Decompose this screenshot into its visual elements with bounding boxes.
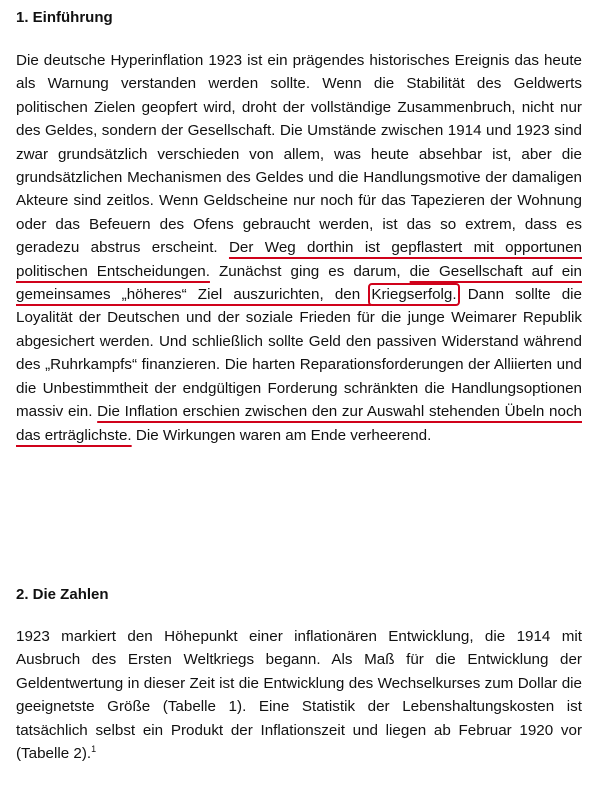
section-heading-numbers: 2. Die Zahlen: [16, 586, 109, 603]
underlined-highlight: die Gesellschaft auf ein gemeinsames „höheres“ Ziel auszurichten, den: [16, 262, 582, 304]
footnote-marker[interactable]: 1: [91, 743, 97, 754]
section-paragraph-introduction: [16, 49, 582, 447]
underlined-highlight: Der Weg dorthin ist gepflastert mit opportunen politischen Entscheidungen.: [16, 239, 582, 280]
paragraph-text: 1923 markiert den Höhepunkt einer inflationären Entwicklung, die 1914 mit Ausbruch des Ersten Weltkriegs begann. Als Maß für die Entwicklung der Geldentwertung in dieser Zeit ist die Entwicklung des Wechselkurses zum Dollar die geeignetste Größe (Tabelle 1). Eine Statistik der Lebenshaltungskosten ist tatsächlich selbst ein Produkt der Inflationszeit und liegen ab Februar 1920 vor (Tabelle 2).: [16, 628, 582, 763]
paragraph-text: Zunächst ging es darum,: [209, 262, 410, 280]
boxed-highlight: Kriegserfolg.: [371, 286, 457, 304]
paragraph-text: Die Wirkungen waren am Ende verheerend.: [131, 426, 432, 444]
paragraph-text: Dann sollte die Loyalität der Deutschen und der soziale Frieden für die junge Weimarer Republik abgesichert werden. Und schließlich sollte Geld den passiven Widerstand während des „Ruhrkampfs“ finanzieren. Die harten Reparationsforderungen der Alliierten und die Unbestimmtheit der endgültigen Forderung schränkten die Handlungsoptionen massiv ein.: [16, 286, 582, 421]
paragraph-text: Die deutsche Hyperinflation 1923 ist ein prägendes historisches Ereignis das heute als Warnung verstanden werden sollte. Wenn die Stabilität des Geldwerts politischen Zielen geopfert wird, droht der vollständige Zusammenbruch, nicht nur des Geldes, sondern der Gesellschaft. Die Umstände zwischen 1914 und 1923 sind zwar grundsätzlich verschieden von allem, was heute absehbar ist, aber die grundsätzlichen Mechanismen des Geldes und die Handlungsmotive der damaligen Akteure sind zeitlos. Wenn Geldscheine nur noch für das Tapezieren der Wohnung oder das Befeuern des Ofens gebraucht werden, ist das so extrem, dass es geradezu abstrus erscheint.: [16, 52, 582, 257]
section-heading-introduction: 1. Einführung: [16, 9, 113, 26]
section-paragraph-numbers: [16, 625, 582, 765]
underlined-highlight: Die Inflation erschien zwischen den zur Auswahl stehenden Übeln noch das erträglichste.: [16, 403, 582, 444]
